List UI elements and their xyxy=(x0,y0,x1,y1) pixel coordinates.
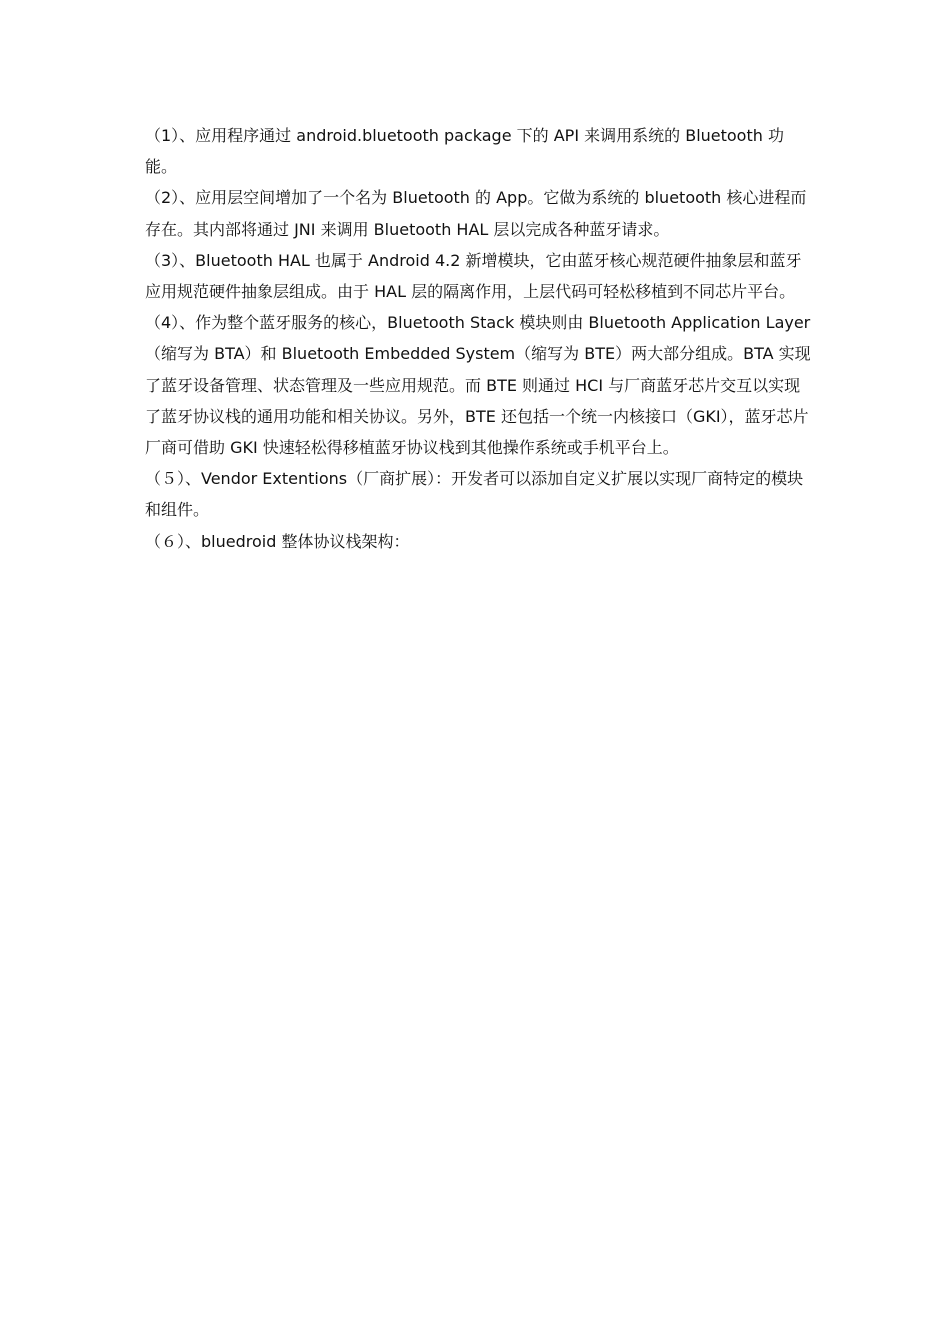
paragraph-vendor-extensions: （５）、Vendor Extentions（厂商扩展）：开发者可以添加自定义扩展以实现厂商特定的模块和组件。 xyxy=(145,469,804,520)
paragraph-app-api: （1）、应用程序通过 android.bluetooth package 下的 API 来调用系统的 Bluetooth 功能。 xyxy=(145,126,784,177)
paragraph-bluetooth-app: （2）、应用层空间增加了一个名为 Bluetooth 的 App。它做为系统的 bluetooth 核心进程而存在。其内部将通过 JNI 来调用 Bluetooth HAL 层以完成各种蓝牙请求。 xyxy=(145,188,807,239)
paragraph-bluedroid-architecture: （６）、bluedroid 整体协议栈架构： xyxy=(145,531,410,551)
paragraph-bluetooth-stack: （4）、作为整个蓝牙服务的核心，Bluetooth Stack 模块则由 Bluetooth Application Layer（缩写为 BTA）和 Bluetooth Embedded System（缩写为 BTE）两大部分组成。BTA 实现了蓝牙设备管理、状态管理及一些应用规范。而 BTE 则通过 HCI 与厂商蓝牙芯片交互以实现了蓝牙协议栈的通用功能和相关协议。另外，BTE 还包括一个统一内核接口（GKI），蓝牙芯片厂商可借助 GKI 快速轻松得移植蓝牙协议栈到其他操作系统或手机平台上。 xyxy=(145,313,811,458)
paragraph-bluetooth-hal: （3）、Bluetooth HAL 也属于 Android 4.2 新增模块，它由蓝牙核心规范硬件抽象层和蓝牙应用规范硬件抽象层组成。由于 HAL 层的隔离作用，上层代码可轻松移植到不同芯片平台。 xyxy=(145,250,802,302)
document-body xyxy=(145,120,813,557)
